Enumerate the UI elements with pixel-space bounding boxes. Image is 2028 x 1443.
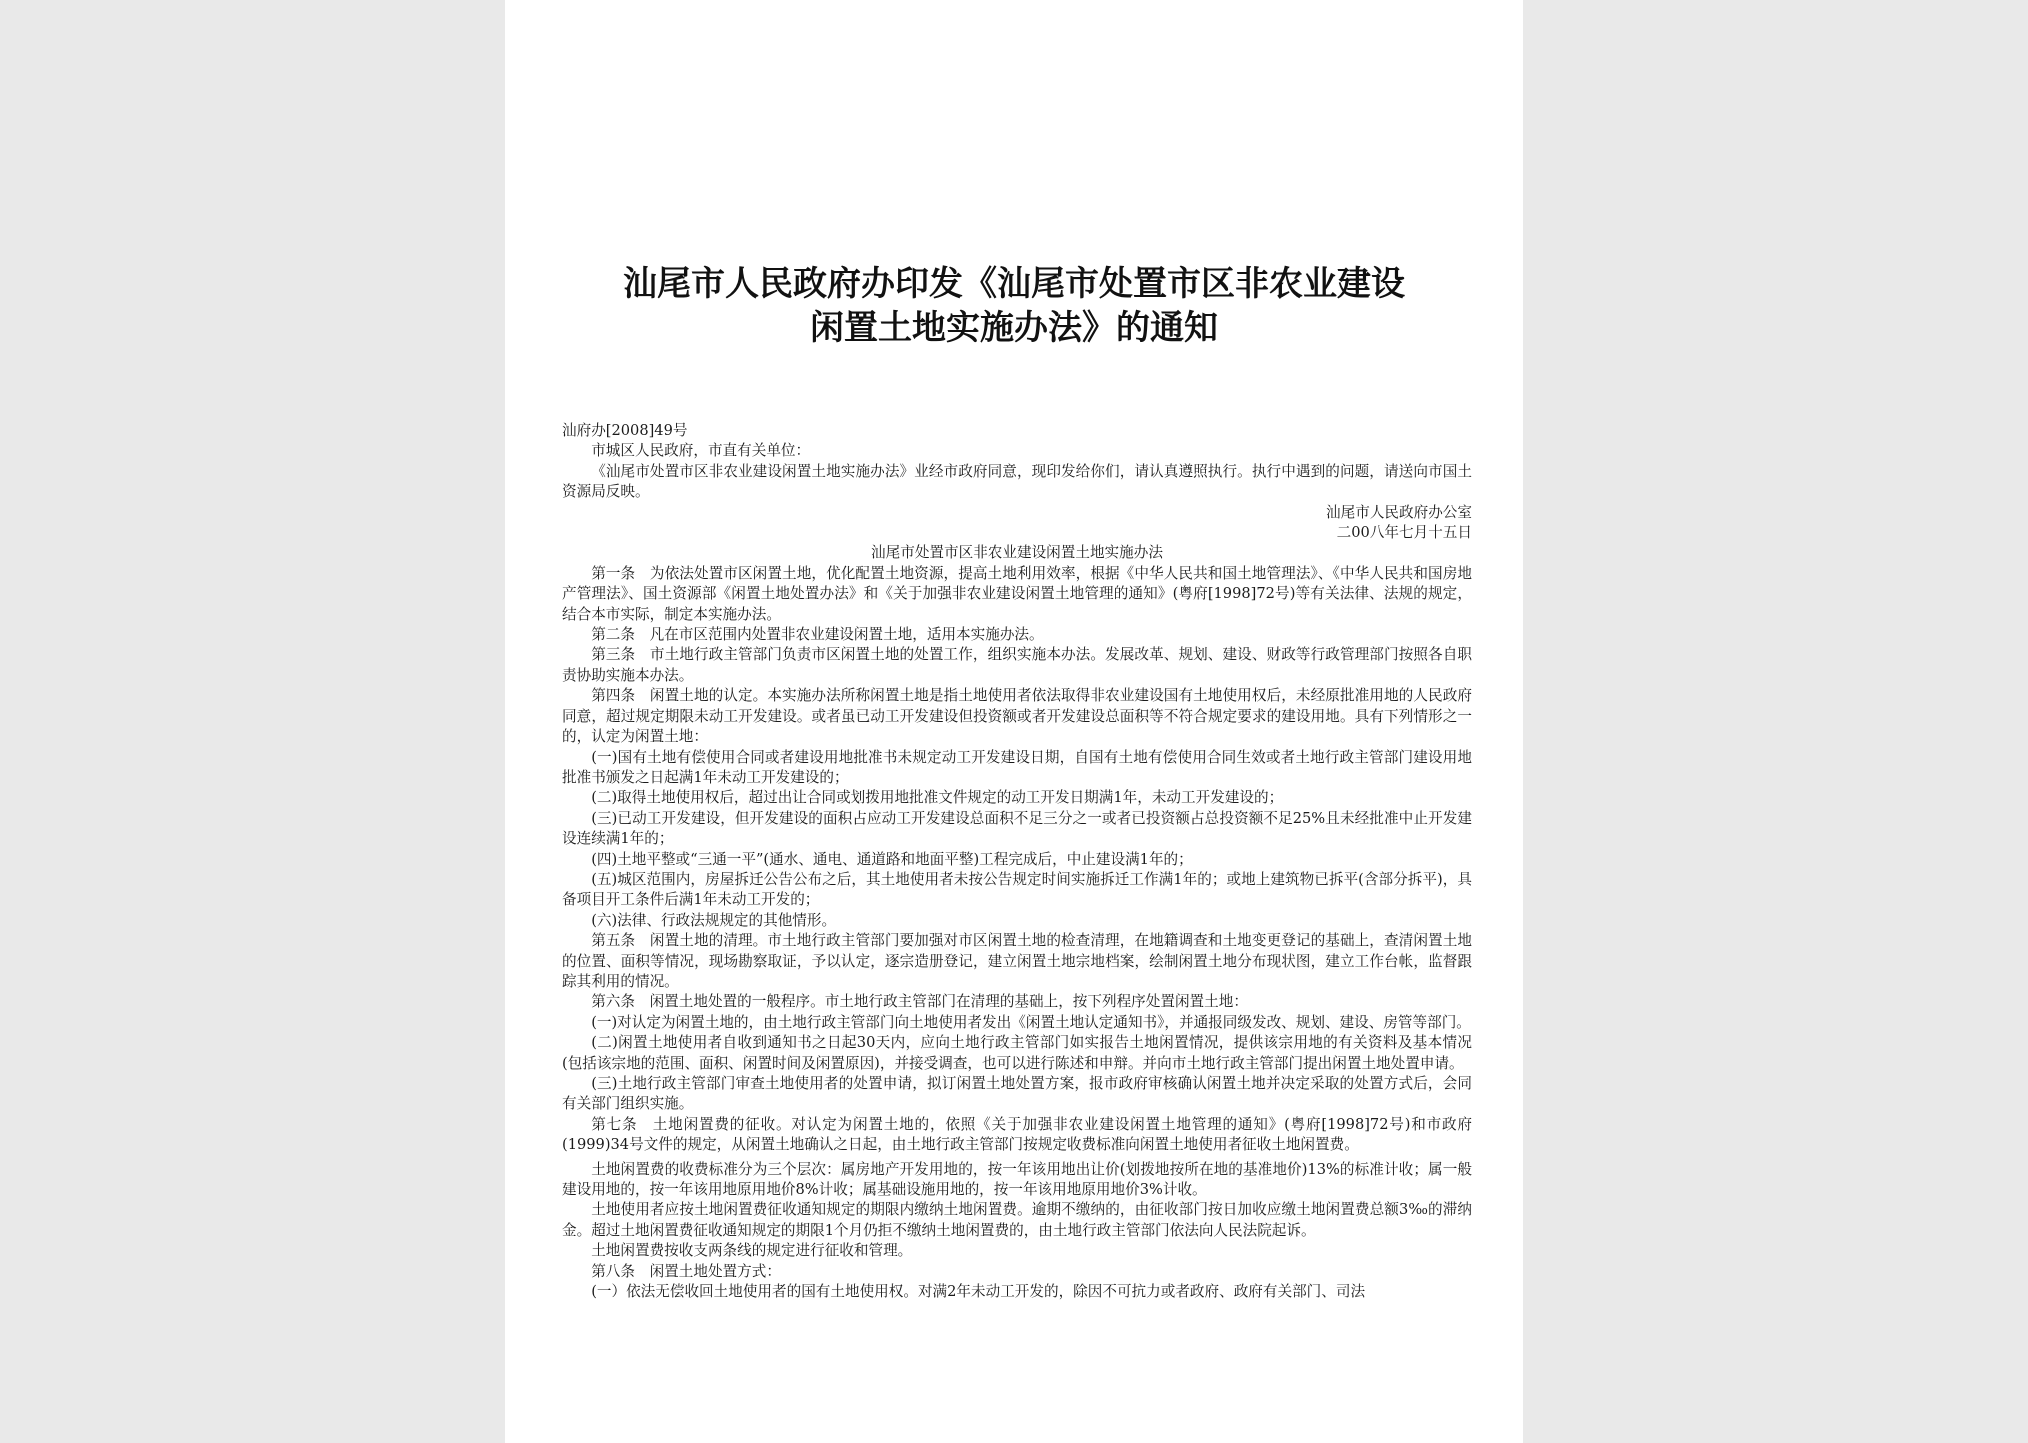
paragraph: 土地闲置费的收费标准分为三个层次：属房地产开发用地的，按一年该用地出让价(划拨地按所在地的基准地价)13%的标准计收；属一般建设用地的，按一年该用地原用地价8%计收；属基础设施用地的，按一年该用地原用地价3%计收。 [562,1160,1472,1199]
salutation: 市城区人民政府，市直有关单位： [591,442,811,460]
paragraph: 土地闲置费按收支两条线的规定进行征收和管理。 [591,1242,913,1260]
document-number: 汕府办[2008]49号 [562,422,688,439]
title-line-1: 汕尾市人民政府办印发《汕尾市处置市区非农业建设 [623,264,1405,304]
paragraph: 土地使用者应按土地闲置费征收通知规定的期限内缴纳土地闲置费。逾期不缴纳的，由征收部门按日加收应缴土地闲置费总额3‰的滞纳金。超过土地闲置费征收通知规定的期限1个月仍拒不缴纳土地闲置费的，由土地行政主管部门依法向人民法院起诉。 [562,1201,1472,1239]
measures-title: 汕尾市处置市区非农业建设闲置土地实施办法 [871,544,1163,562]
document-page [505,0,1523,1443]
paragraph: 第一条 为依法处置市区闲置土地，优化配置土地资源，提高土地利用效率，根据《中华人民共和国土地管理法》、《中华人民共和国房地产管理法》、国土资源部《闲置土地处置办法》和《关于加强非农业建设闲置土地管理的通知》(粤府[1998]72号)等有关法律、法规的规定，结合本市实际，制定本实施办法。 [562,564,1472,623]
paragraph: 第七条 土地闲置费的征收。对认定为闲置土地的，依照《关于加强非农业建设闲置土地管理的通知》(粤府[1998]72号)和市政府(1999)34号文件的规定，从闲置土地确认之日起，由土地行政主管部门按规定收费标准向闲置土地使用者征收土地闲置费。 [562,1115,1472,1154]
paragraph: (五)城区范围内，房屋拆迁公告公布之后，其土地使用者未按公告规定时间实施拆迁工作满1年的；或地上建筑物已拆平(含部分拆平)，具备项目开工条件后满1年未动工开发的； [562,870,1472,909]
document-title [545,262,1483,350]
paragraph: (二)闲置土地使用者自收到通知书之日起30天内，应向土地行政主管部门如实报告土地闲置情况，提供该宗用地的有关资料及基本情况(包括该宗地的范围、面积、闲置时间及闲置原因)，并接受调查，也可以进行陈述和申辩。并向市土地行政主管部门提出闲置土地处置申请。 [562,1034,1472,1072]
intro-paragraph: 《汕尾市处置市区非农业建设闲置土地实施办法》业经市政府同意，现印发给你们，请认真遵照执行。执行中遇到的问题，请送向市国土资源局反映。 [562,462,1472,501]
paragraph: (一)对认定为闲置土地的，由土地行政主管部门向土地使用者发出《闲置土地认定通知书》，并通报同级发改、规划、建设、房管等部门。 [591,1013,1471,1031]
paragraph: (三)已动工开发建设，但开发建设的面积占应动工开发建设总面积不足三分之一或者已投资额占总投资额不足25%且未经批准中止开发建设连续满1年的； [562,809,1472,848]
paragraph: (六)法律、行政法规规定的其他情形。 [591,911,837,929]
issuer: 汕尾市人民政府办公室 [1326,503,1472,521]
title-line-2: 闲置土地实施办法》的通知 [810,308,1218,348]
paragraph: (一）依法无偿收回土地使用者的国有土地使用权。对满2年未动工开发的，除因不可抗力或者政府、政府有关部门、司法 [591,1283,1366,1301]
paragraph: (二)取得土地使用权后，超过出让合同或划拨用地批准文件规定的动工开发日期满1年，未动工开发建设的； [591,789,1284,807]
paragraph: 第三条 市土地行政主管部门负责市区闲置土地的处置工作，组织实施本办法。发展改革、规划、建设、财政等行政管理部门按照各自职责协助实施本办法。 [562,646,1472,684]
paragraph: 第六条 闲置土地处置的一般程序。市土地行政主管部门在清理的基础上，按下列程序处置闲置土地： [591,993,1248,1011]
paragraph: 第八条 闲置土地处置方式： [591,1262,781,1280]
paragraph: 第二条 凡在市区范围内处置非农业建设闲置土地，适用本实施办法。 [591,626,1044,644]
paragraph: (一)国有土地有偿使用合同或者建设用地批准书未规定动工开发建设日期，自国有土地有偿使用合同生效或者土地行政主管部门建设用地批准书颁发之日起满1年未动工开发建设的； [562,748,1472,786]
document-body [562,421,1472,1302]
paragraph: (三)土地行政主管部门审查土地使用者的处置申请，拟订闲置土地处置方案，报市政府审核确认闲置土地并决定采取的处置方式后，会同有关部门组织实施。 [562,1075,1472,1113]
paragraph: 第五条 闲置土地的清理。市土地行政主管部门要加强对市区闲置土地的检查清理，在地籍调查和土地变更登记的基础上，查清闲置土地的位置、面积等情况，现场勘察取证，予以认定，逐宗造册登记，建立闲置土地宗地档案，绘制闲置土地分布现状图，建立工作台帐，监督跟踪其利用的情况。 [562,932,1472,990]
paragraph: (四)土地平整或“三通一平”(通水、通电、通道路和地面平整)工程完成后，中止建设满1年的； [591,850,1193,868]
issue-date: 二00八年七月十五日 [1336,524,1472,542]
paragraph: 第四条 闲置土地的认定。本实施办法所称闲置土地是指土地使用者依法取得非农业建设国有土地使用权后，未经原批准用地的人民政府同意，超过规定期限未动工开发建设。或者虽已动工开发建设但投资额或者开发建设总面积等不符合规定要求的建设用地。具有下列情形之一的，认定为闲置土地： [562,687,1472,746]
